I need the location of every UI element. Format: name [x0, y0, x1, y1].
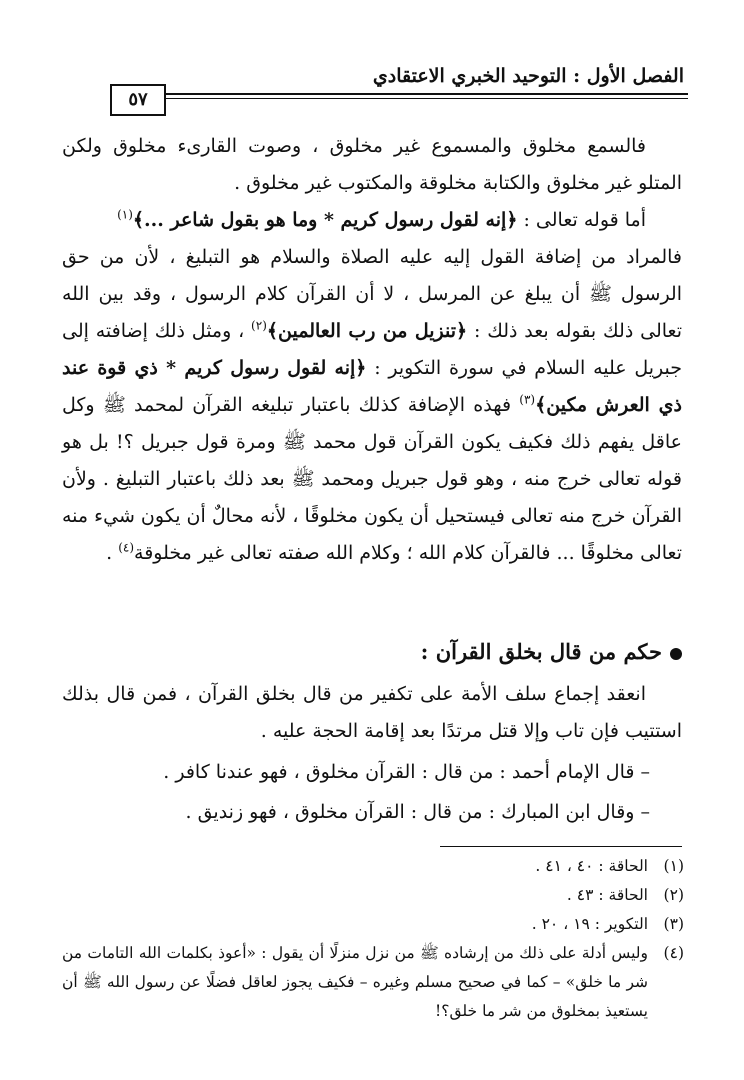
section-heading-text: حكم من قال بخلق القرآن : — [420, 639, 662, 664]
footnote-text: التكوير : ١٩ ، ٢٠ . — [531, 915, 648, 933]
quotes-list — [62, 752, 650, 832]
bullet-icon — [670, 648, 682, 660]
footnote-text: وليس أدلة على ذلك من إرشاده ﷺ من نزل منزلًا أن يقول : «أعوذ بكلمات الله التامات من شر ما خلق» – كما في صحيح مسلم وغيره – فكيف يجوز لعاقل فضلًا عن رسول الله ﷺ أن يستعيذ بمخلوق من شر ما خلق؟! — [62, 944, 648, 1020]
p3-end: . — [106, 542, 119, 564]
running-header: الفصل الأول : التوحيد الخبري الاعتقادي — [372, 65, 684, 87]
page-number: ٥٧ — [110, 84, 166, 116]
footnote — [62, 910, 684, 939]
quran-verse: ﴿تنزيل من رب العالمين﴾ — [266, 320, 468, 342]
section-heading — [62, 632, 682, 672]
footnote-text: الحاقة : ٤٣ . — [566, 886, 648, 904]
p3-text-c: فهذه الإضافة كذلك باعتبار تبليغه القرآن لمحمد ﷺ وكل عاقل يفهم ذلك فكيف يكون القرآن قول محمد ﷺ ومرة قول جبريل ؟! بل هو قوله تعالى خرج منه ، وهو قول جبريل ومحمد ﷺ بعد ذلك باعتبار التبليغ . ولأن القرآن خرج منه تعالى فيستحيل أن يكون مخلوقًا ، لأنه محالٌ أن يكون شيء منه تعالى مخلوقًا ... فالقرآن كلام الله ؛ وكلام الله صفته تعالى غير مخلوقة — [62, 394, 682, 564]
paragraph-1: فالسمع مخلوق والمسموع غير مخلوق ، وصوت القارىء مخلوق ولكن المتلو غير مخلوق والكتابة مخلوقة والمكتوب غير مخلوق . — [62, 135, 682, 194]
footnote-number: (١) — [663, 857, 684, 875]
quote-item: – قال الإمام أحمد : من قال : القرآن مخلوق ، فهو عندنا كافر . — [163, 761, 650, 783]
footnote-separator — [440, 846, 682, 847]
ruling-text — [62, 676, 682, 750]
footnote-ref: (٣) — [519, 392, 536, 407]
footnote — [62, 881, 684, 910]
p3-text-a: فالمراد من إضافة القول إليه عليه الصلاة والسلام هو التبليغ ، لأن من حق الرسول ﷺ أن يبلغ عن المرسل ، لا أن القرآن كلام الرسول ، وقد بين الله تعالى ذلك بقوله بعد ذلك : — [62, 246, 682, 342]
paragraph-2 — [62, 202, 682, 239]
p2-intro: أما قوله تعالى : — [517, 209, 646, 231]
footnote — [62, 852, 684, 881]
footnote-ref: (١) — [117, 207, 133, 222]
quran-verse: ﴿إنه لقول رسول كريم * ذي قوة عند ذي العرش مكين﴾ — [62, 357, 682, 416]
footnote-ref: (٤) — [118, 540, 135, 555]
p3-text-b: ، ومثل ذلك إضافته إلى جبريل عليه السلام في سورة التكوير : — [62, 320, 682, 379]
footnote-ref: (٢) — [251, 318, 267, 333]
ruling-paragraph: انعقد إجماع سلف الأمة على تكفير من قال بخلق القرآن ، فمن قال بذلك استتيب فإن تاب وإلا قتل مرتدًا بعد إقامة الحجة عليه . — [62, 683, 682, 742]
main-text — [62, 128, 682, 572]
footnote-number: (٢) — [663, 886, 684, 904]
paragraph-3 — [62, 239, 682, 572]
footnotes — [62, 852, 684, 1026]
quote-item: – وقال ابن المبارك : من قال : القرآن مخلوق ، فهو زنديق . — [185, 801, 650, 823]
footnote-number: (٣) — [663, 915, 684, 933]
footnote — [62, 939, 684, 1026]
footnote-number: (٤) — [663, 944, 684, 962]
header-rule-thin — [165, 98, 688, 99]
quran-verse: ﴿إنه لقول رسول كريم * وما هو بقول شاعر ...﴾ — [132, 209, 518, 231]
header-rule — [110, 93, 688, 95]
footnote-text: الحاقة : ٤٠ ، ٤١ . — [535, 857, 648, 875]
